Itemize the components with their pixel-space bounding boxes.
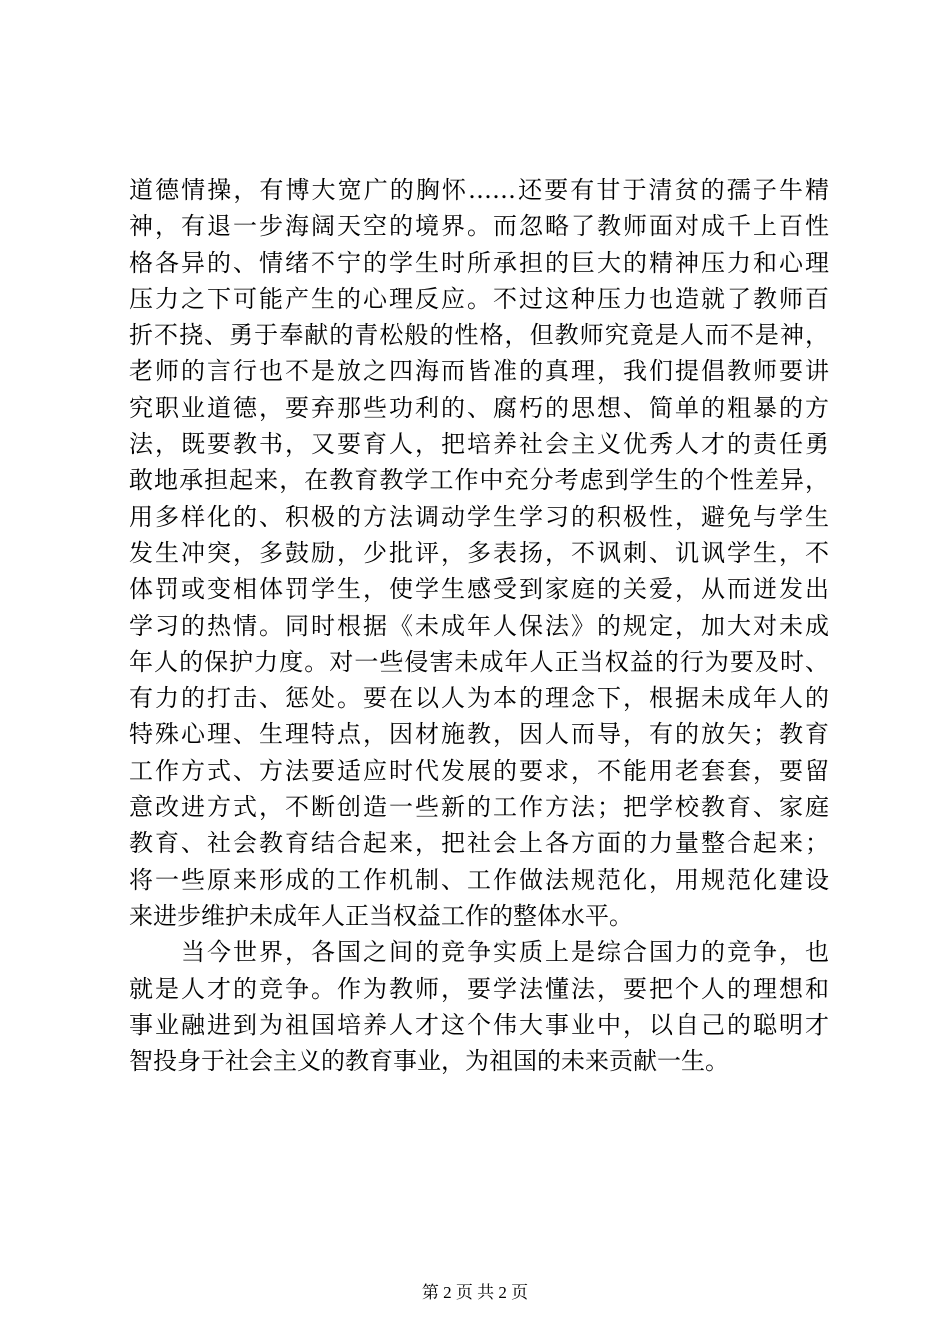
text-line: 格各异的、情绪不宁的学生时所承担的巨大的精神压力和心理 [129,248,829,277]
text-line: 有力的打击、惩处。要在以人为本的理念下，根据未成年人的 [129,684,829,713]
text-line: 学习的热情。同时根据《未成年人保法》的规定，加大对未成 [129,611,829,640]
text-line: 教育、社会教育结合起来，把社会上各方面的力量整合起来； [129,829,829,858]
body-text [129,172,829,1079]
text-line: 当今世界，各国之间的竞争实质上是综合国力的竞争，也 [129,938,829,967]
text-line: 压力之下可能产生的心理反应。不过这种压力也造就了教师百 [129,284,829,313]
text-line: 事业融进到为祖国培养人才这个伟大事业中，以自己的聪明才 [129,1010,829,1039]
text-line: 敢地承担起来，在教育教学工作中充分考虑到学生的个性差异， [129,466,829,495]
text-line: 体罚或变相体罚学生，使学生感受到家庭的关爱，从而迸发出 [129,575,829,604]
text-line: 就是人才的竞争。作为教师，要学法懂法，要把个人的理想和 [129,974,829,1003]
page-footer: 第 2 页 共 2 页 [421,1283,529,1302]
text-line: 折不挠、勇于奉献的青松般的性格，但教师究竟是人而不是神， [129,321,829,350]
text-line: 特殊心理、生理特点，因材施教，因人而导，有的放矢；教育 [129,720,829,749]
text-line: 老师的言行也不是放之四海而皆准的真理，我们提倡教师要讲 [129,357,829,386]
text-line: 将一些原来形成的工作机制、工作做法规范化，用规范化建设 [129,865,829,894]
text-line: 工作方式、方法要适应时代发展的要求，不能用老套套，要留 [129,756,829,785]
text-line: 神，有退一步海阔天空的境界。而忽略了教师面对成千上百性 [129,212,829,241]
text-line: 来进步维护未成年人正当权益工作的整体水平。 [129,901,633,930]
text-line: 究职业道德，要弃那些功利的、腐朽的思想、简单的粗暴的方 [129,393,829,422]
text-line: 法，既要教书，又要育人，把培养社会主义优秀人才的责任勇 [129,430,829,459]
text-line: 发生冲突，多鼓励，少批评，多表扬，不讽刺、讥讽学生，不 [129,538,829,567]
text-line: 智投身于社会主义的教育事业，为祖国的未来贡献一生。 [129,1047,729,1076]
text-line: 道德情操，有博大宽广的胸怀……还要有甘于清贫的孺子牛精 [129,176,829,204]
text-line: 年人的保护力度。对一些侵害未成年人正当权益的行为要及时、 [129,647,829,676]
text-line: 意改进方式，不断创造一些新的工作方法；把学校教育、家庭 [129,793,829,822]
text-line: 用多样化的、积极的方法调动学生学习的积极性，避免与学生 [129,502,829,531]
